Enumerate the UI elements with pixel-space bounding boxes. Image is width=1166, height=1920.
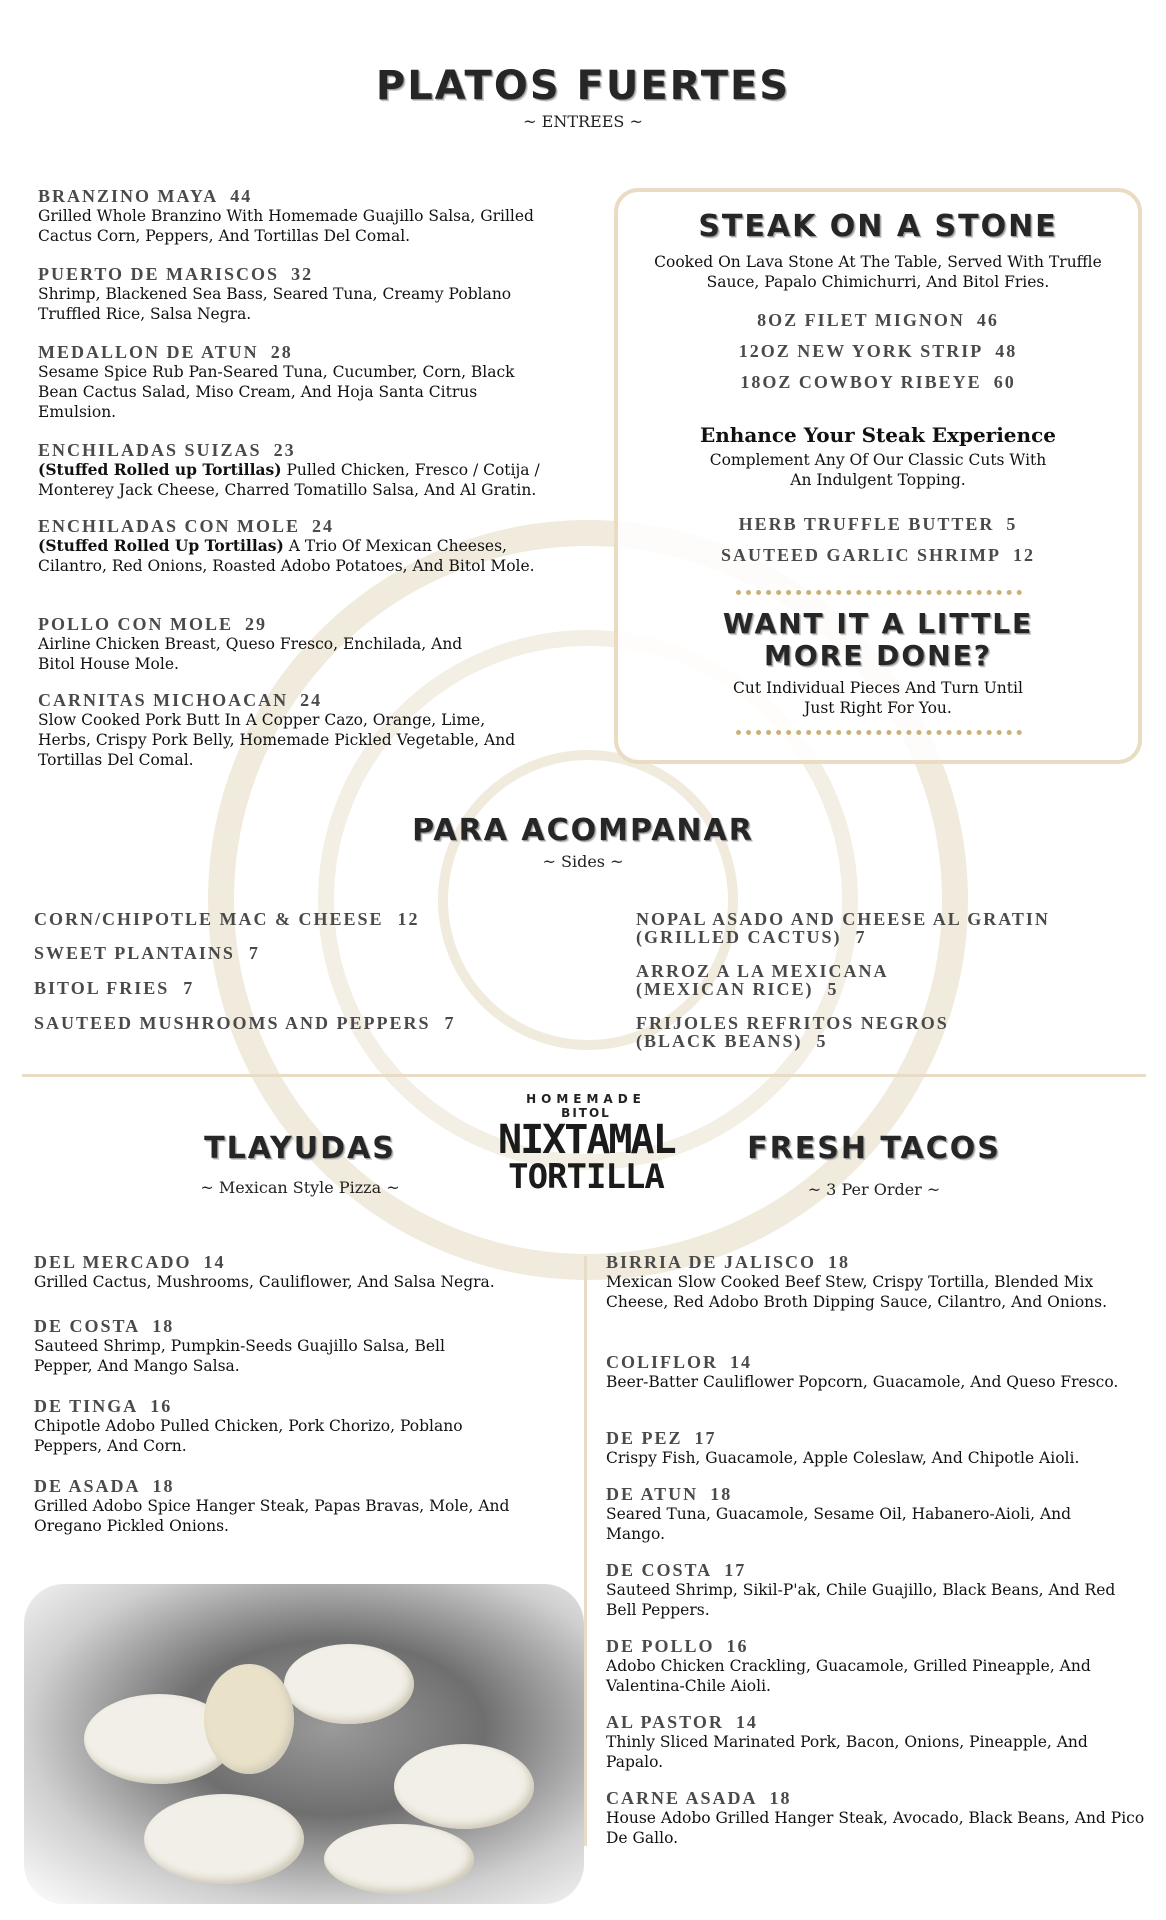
tlayuda-name: DEL MERCADO: [34, 1252, 192, 1272]
taco-item: [606, 1712, 1156, 1772]
side-name: NOPAL ASADO AND CHEESE AL GRATIN: [636, 909, 1050, 929]
steak-cut: [640, 310, 1116, 330]
taco-price: 17: [694, 1428, 717, 1448]
taco-name: COLIFLOR: [606, 1352, 719, 1372]
taco-item: [606, 1352, 1156, 1392]
tlayudas-subtitle: ~ Mexican Style Pizza ~: [200, 1178, 400, 1197]
entree-price: 32: [291, 264, 314, 284]
entree-desc: [38, 460, 608, 500]
steak-cut-name: 12OZ NEW YORK STRIP: [738, 341, 984, 361]
tlayuda-name: DE ASADA: [34, 1476, 141, 1496]
page-title: PLATOS FUERTES: [375, 63, 791, 109]
tlayudas-title: TLAYUDAS: [204, 1131, 396, 1166]
steak-cut-name: 18OZ COWBOY RIBEYE: [740, 372, 982, 392]
taco-name: CARNE ASADA: [606, 1788, 758, 1808]
entree-item: [38, 440, 608, 500]
taco-desc: Crispy Fish, Guacamole, Apple Coleslaw, And Chipotle Aioli.: [606, 1449, 1080, 1467]
entree-price: 28: [270, 342, 293, 362]
tortillas-comal-photo: [24, 1584, 584, 1904]
side-item: [636, 1014, 1146, 1050]
tacos-subtitle: ~ 3 Per Order ~: [807, 1180, 941, 1199]
side-name-sub: (GRILLED CACTUS): [636, 927, 842, 947]
taco-desc: Adobo Chicken Crackling, Guacamole, Grilled Pineapple, And Valentina-Chile Aioli.: [606, 1657, 1091, 1695]
entree-desc: Grilled Whole Branzino With Homemade Guajillo Salsa, Grilled Cactus Corn, Peppers, And Tortillas Del Comal.: [38, 207, 534, 245]
steak-cut-price: 46: [976, 310, 999, 330]
logo-line1: NIXTAMAL: [498, 1117, 675, 1163]
enhance-desc: Complement Any Of Our Classic Cuts With An Indulgent Topping.: [709, 451, 1047, 489]
sides-subtitle: ~ Sides ~: [542, 852, 624, 871]
tlayuda-name: DE TINGA: [34, 1396, 139, 1416]
taco-name: DE POLLO: [606, 1636, 715, 1656]
taco-name: DE PEZ: [606, 1428, 683, 1448]
logo-arc-text: HOMEMADE: [526, 1092, 646, 1106]
taco-item: [606, 1560, 1156, 1620]
steak-cut-price: 48: [995, 341, 1018, 361]
taco-price: 14: [730, 1352, 753, 1372]
entree-price: 23: [273, 440, 296, 460]
steak-cut: [640, 372, 1116, 392]
tlayuda-item: [34, 1252, 574, 1292]
done-desc: Cut Individual Pieces And Turn Until Just Right For You.: [733, 679, 1023, 717]
taco-item: [606, 1428, 1156, 1468]
entree-item: [38, 516, 608, 576]
entree-desc-bold: (Stuffed Rolled Up Tortillas): [38, 536, 284, 555]
steak-desc: Cooked On Lava Stone At The Table, Served With Truffle Sauce, Papalo Chimichurri, And Bitol Fries.: [654, 253, 1102, 291]
entree-name: MEDALLON DE ATUN: [38, 342, 259, 362]
side-name: SWEET PLANTAINS: [34, 943, 235, 963]
steak-cut-price: 60: [993, 372, 1016, 392]
side-item: [636, 962, 1146, 998]
side-price: 7: [444, 1013, 456, 1033]
side-price: 7: [248, 943, 260, 963]
side-item: [636, 910, 1146, 946]
tacos-title: FRESH TACOS: [747, 1131, 1001, 1166]
entree-price: 24: [300, 690, 323, 710]
taco-desc: Mexican Slow Cooked Beef Stew, Crispy Tortilla, Blended Mix Cheese, Red Adobo Broth Dipping Sauce, Cilantro, And Onions.: [606, 1273, 1108, 1311]
entree-desc-bold: (Stuffed Rolled up Tortillas): [38, 460, 282, 479]
tlayuda-item: [34, 1396, 574, 1456]
taco-item: [606, 1484, 1156, 1544]
tlayuda-item: [34, 1476, 574, 1536]
taco-item: [606, 1636, 1156, 1696]
entree-item: [38, 264, 608, 324]
tlayuda-name: DE COSTA: [34, 1316, 141, 1336]
side-name: CORN/CHIPOTLE MAC & CHEESE: [34, 909, 384, 929]
entree-name: ENCHILADAS SUIZAS: [38, 440, 262, 460]
side-name: FRIJOLES REFRITOS NEGROS: [636, 1013, 949, 1033]
entree-name: CARNITAS MICHOACAN: [38, 690, 289, 710]
side-item: [34, 910, 420, 928]
side-name: BITOL FRIES: [34, 978, 170, 998]
steak-cut-name: 8OZ FILET MIGNON: [757, 310, 965, 330]
tlayuda-price: 16: [150, 1396, 173, 1416]
side-name: ARROZ A LA MEXICANA: [636, 961, 889, 981]
section-divider: [22, 1074, 1146, 1077]
taco-price: 14: [735, 1712, 758, 1732]
entree-desc: Airline Chicken Breast, Queso Fresco, Enchilada, And Bitol House Mole.: [38, 635, 463, 673]
taco-price: 18: [769, 1788, 792, 1808]
entree-name: PUERTO DE MARISCOS: [38, 264, 280, 284]
taco-item: [606, 1252, 1156, 1312]
entree-desc: Slow Cooked Pork Butt In A Copper Cazo, Orange, Lime, Herbs, Crispy Pork Belly, Homemade Pickled Vegetable, And Tortillas Del Comal.: [38, 711, 516, 769]
tlayuda-desc: Sauteed Shrimp, Pumpkin-Seeds Guajillo Salsa, Bell Pepper, And Mango Salsa.: [34, 1337, 445, 1375]
taco-name: AL PASTOR: [606, 1712, 724, 1732]
entree-name: POLLO CON MOLE: [38, 614, 234, 634]
taco-name: DE ATUN: [606, 1484, 699, 1504]
steak-cut: [640, 341, 1116, 361]
steak-title: STEAK ON A STONE: [698, 209, 1058, 244]
entree-name: ENCHILADAS CON MOLE: [38, 516, 301, 536]
side-price: 12: [397, 909, 420, 929]
tlayuda-desc: Grilled Cactus, Mushrooms, Cauliflower, And Salsa Negra.: [34, 1273, 495, 1291]
page-subtitle: ~ ENTREES ~: [523, 112, 643, 131]
entree-price: 29: [245, 614, 268, 634]
topping-item: [640, 514, 1116, 534]
tlayuda-price: 18: [152, 1476, 175, 1496]
entree-desc: [38, 536, 568, 576]
entree-item: [38, 690, 608, 770]
topping-name: HERB TRUFFLE BUTTER: [738, 514, 995, 534]
aztec-calendar-core: [438, 750, 738, 1050]
topping-price: 5: [1006, 514, 1018, 534]
entree-item: [38, 614, 608, 674]
taco-desc: Thinly Sliced Marinated Pork, Bacon, Onions, Pineapple, And Papalo.: [606, 1733, 1088, 1771]
taco-price: 16: [726, 1636, 749, 1656]
taco-item: [606, 1788, 1156, 1848]
taco-price: 18: [828, 1252, 851, 1272]
side-price: 7: [183, 978, 195, 998]
side-name: SAUTEED MUSHROOMS AND PEPPERS: [34, 1013, 431, 1033]
sides-title: PARA ACOMPANAR: [412, 813, 754, 848]
side-name-sub: (BLACK BEANS): [636, 1031, 803, 1051]
enhance-title: Enhance Your Steak Experience: [700, 423, 1056, 447]
tlayuda-desc: Chipotle Adobo Pulled Chicken, Pork Chorizo, Poblano Peppers, And Corn.: [34, 1417, 463, 1455]
topping-name: SAUTEED GARLIC SHRIMP: [720, 545, 1002, 565]
entree-name: BRANZINO MAYA: [38, 186, 219, 206]
taco-price: 17: [724, 1560, 747, 1580]
taco-desc: Seared Tuna, Guacamole, Sesame Oil, Habanero-Aioli, And Mango.: [606, 1505, 1072, 1543]
column-divider: [584, 1256, 587, 1846]
logo-bitol-text: BITOL: [561, 1106, 611, 1120]
dotted-divider: [736, 730, 1022, 735]
taco-price: 18: [710, 1484, 733, 1504]
entree-price: 44: [230, 186, 253, 206]
entree-price: 24: [312, 516, 335, 536]
tlayuda-price: 14: [203, 1252, 226, 1272]
topping-price: 12: [1013, 545, 1036, 565]
entree-item: [38, 186, 608, 246]
entree-item: [38, 342, 608, 422]
taco-name: BIRRIA DE JALISCO: [606, 1252, 817, 1272]
tlayuda-item: [34, 1316, 574, 1376]
side-price: 5: [827, 979, 839, 999]
logo-line2: TORTILLA: [508, 1157, 664, 1197]
tlayuda-price: 18: [152, 1316, 175, 1336]
taco-desc: Sauteed Shrimp, Sikil-P'ak, Chile Guajillo, Black Beans, And Red Bell Peppers.: [606, 1581, 1116, 1619]
nixtamal-tortilla-logo: [498, 1092, 674, 1242]
entree-desc: Sesame Spice Rub Pan-Seared Tuna, Cucumber, Corn, Black Bean Cactus Salad, Miso Cream, And Hoja Santa Citrus Emulsion.: [38, 363, 515, 421]
side-item: [34, 979, 194, 997]
taco-desc: House Adobo Grilled Hanger Steak, Avocado, Black Beans, And Pico De Gallo.: [606, 1809, 1145, 1847]
entree-desc-text: A Trio Of Mexican Cheeses, Cilantro, Red Onions, Roasted Adobo Potatoes, And Bitol Mole.: [38, 537, 535, 575]
dotted-divider: [736, 590, 1022, 595]
side-name-sub: (MEXICAN RICE): [636, 979, 814, 999]
done-title: WANT IT A LITTLE MORE DONE?: [722, 607, 1034, 672]
tlayuda-desc: Grilled Adobo Spice Hanger Steak, Papas Bravas, Mole, And Oregano Pickled Onions.: [34, 1497, 510, 1535]
side-price: 7: [855, 927, 867, 947]
side-item: [34, 1014, 456, 1032]
topping-item: [640, 545, 1116, 565]
side-price: 5: [816, 1031, 828, 1051]
entree-desc-text: Pulled Chicken, Fresco / Cotija / Monterey Jack Cheese, Charred Tomatillo Salsa, And Al Gratin.: [38, 461, 540, 499]
taco-desc: Beer-Batter Cauliflower Popcorn, Guacamole, And Queso Fresco.: [606, 1373, 1119, 1391]
side-item: [34, 944, 260, 962]
entree-desc: Shrimp, Blackened Sea Bass, Seared Tuna, Creamy Poblano Truffled Rice, Salsa Negra.: [38, 285, 512, 323]
taco-name: DE COSTA: [606, 1560, 713, 1580]
